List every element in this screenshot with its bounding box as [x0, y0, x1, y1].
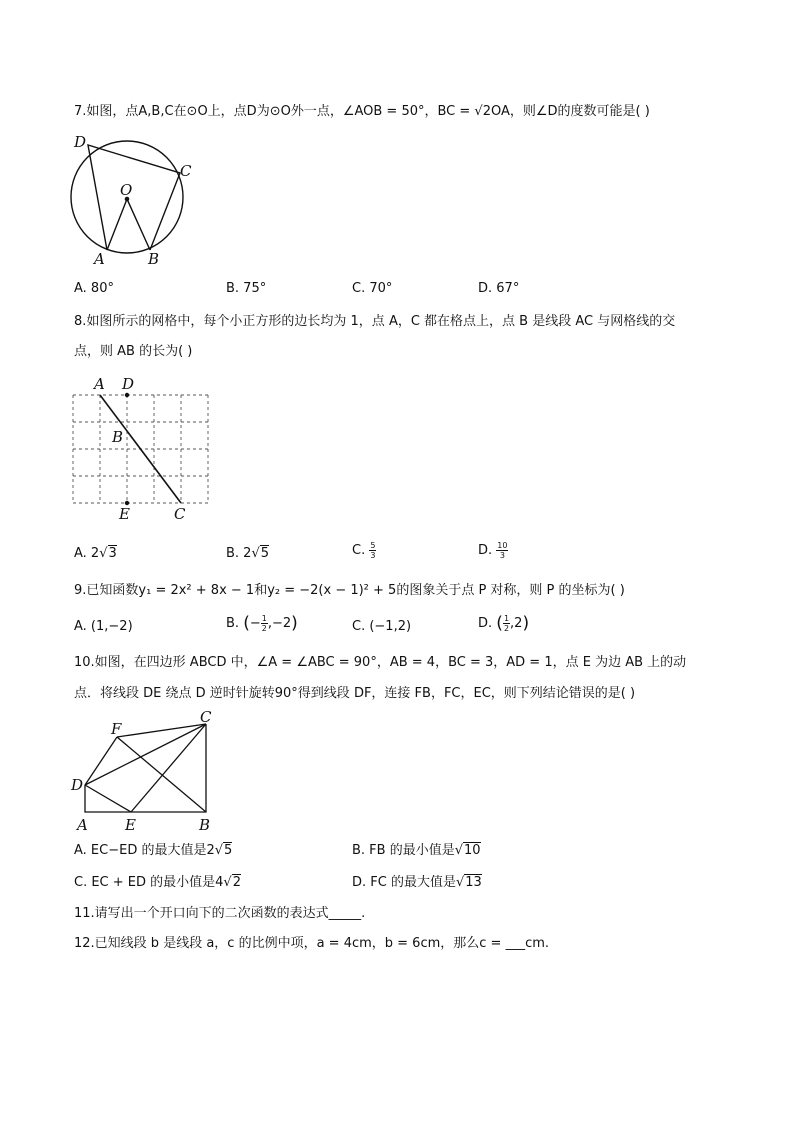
q8-label-e: E	[119, 505, 130, 523]
q9-option-a: A. (1,−2)	[74, 619, 133, 634]
q10-segment-fb	[117, 737, 206, 812]
q7-label-c: C	[180, 162, 192, 180]
q10-option-c: C. EC + ED 的最小值是4√2	[74, 875, 241, 890]
q10-label-a: A	[77, 816, 88, 834]
q8-option-a-radicand: 3	[108, 546, 117, 561]
q10-segment-ec	[131, 724, 206, 812]
q8-option-b-radicand: 5	[260, 546, 270, 561]
q9-option-c: C. (−1,2)	[352, 619, 412, 634]
q9-option-b-sign: −	[249, 616, 261, 631]
q9-option-d-num: 1	[503, 614, 510, 623]
q8-option-d-den: 3	[499, 551, 505, 560]
q8-label-b: B	[112, 428, 124, 446]
q10-label-f: F	[111, 720, 122, 738]
q10-option-b: B. FB 的最小值是√10	[352, 843, 481, 858]
q8-point-d	[125, 393, 129, 397]
q9-option-b-prefix: B.	[226, 616, 240, 631]
q8-stem-line1: 8.如图所示的网格中，每个小正方形的边长均为 1，点 A，C 都在格点上，点 B 是线段 AC 与网格线的交	[74, 314, 676, 329]
q10-label-b: B	[199, 816, 211, 834]
q10-quad-abcd	[85, 724, 206, 812]
q9-option-d-prefix: D.	[478, 616, 493, 631]
q9-option-b-num: 1	[261, 614, 267, 623]
q10-segment-df	[85, 737, 117, 785]
q10-option-d: D. FC 的最大值是√13	[352, 875, 482, 890]
q10-label-e: E	[125, 816, 136, 834]
q7-option-c: C. 70°	[352, 281, 393, 296]
q8-option-d-fraction	[496, 541, 508, 560]
q7-option-d: D. 67°	[478, 281, 520, 296]
q8-option-d-num: 10	[497, 541, 508, 550]
q8-label-c: C	[174, 505, 186, 523]
q10-option-a: A. EC−ED 的最大值是2√5	[74, 843, 233, 858]
q8-option-a-prefix: A. 2	[74, 546, 100, 561]
q9-option-d-fraction	[503, 614, 510, 633]
q8-option-a: A. 2√3	[74, 546, 117, 561]
q10-option-a-radicand: 5	[224, 843, 233, 858]
q9-option-d: D. ( $\frac{1}{2}$ ,2)	[478, 613, 530, 634]
q7-label-d: D	[74, 133, 87, 151]
q8-option-c	[352, 541, 376, 560]
q8-option-b-prefix: B. 2	[226, 546, 252, 561]
q10-option-c-prefix: C. EC + ED 的最小值是4	[74, 875, 224, 890]
q8-label-d: D	[122, 375, 135, 393]
q11-stem: 11.请写出一个开口向下的二次函数的表达式_____.	[74, 906, 366, 921]
q7-label-a: A	[94, 250, 105, 268]
q10-stem-line1: 10.如图，在四边形 ABCD 中，∠A = ∠ABC = 90°，AB = 4，BC = 3，AD = 1，点 E 为边 AB 上的动	[74, 655, 687, 670]
q10-option-b-prefix: B. FB 的最小值是	[352, 843, 455, 858]
q10-label-d: D	[71, 776, 84, 794]
q8-option-d-prefix: D.	[478, 543, 493, 558]
q10-option-c-radicand: 2	[232, 875, 241, 890]
q7-angle-aob	[107, 199, 150, 250]
q12-stem: 12.已知线段 b 是线段 a，c 的比例中项，a = 4cm，b = 6cm，那么c = ___cm.	[74, 936, 550, 951]
q7-label-b: B	[148, 250, 160, 268]
q9-option-b-fraction	[261, 614, 268, 633]
q7-stem: 7.如图，点A,B,C在⊙O上，点D为⊙O外一点，∠AOB = 50°，BC = √2OA，则∠D的度数可能是( )	[74, 104, 650, 119]
q7-quad	[88, 145, 180, 250]
q7-option-a: A. 80°	[74, 281, 114, 296]
q10-label-c: C	[200, 708, 212, 726]
q8-option-c-fraction	[369, 541, 376, 560]
q9-option-b: B. (− $\frac{1}{2}$ ,−2)	[226, 613, 298, 634]
q7-figure	[66, 128, 206, 268]
q10-option-d-prefix: D. FC 的最大值是	[352, 875, 456, 890]
q8-option-c-prefix: C.	[352, 543, 366, 558]
q9-option-b-rest: ,−2	[267, 616, 292, 631]
q10-option-b-radicand: 10	[464, 843, 481, 858]
q10-option-d-radicand: 13	[465, 875, 482, 890]
q10-stem-line2: 点．将线段 DE 绕点 D 逆时针旋转90°得到线段 DF，连接 FB，FC，EC，则下列结论错误的是( )	[74, 686, 636, 701]
q8-option-c-num: 5	[370, 541, 376, 550]
q8-stem-line2: 点，则 AB 的长为( )	[74, 344, 193, 359]
q10-option-a-prefix: A. EC−ED 的最大值是2	[74, 843, 215, 858]
q8-label-a: A	[94, 375, 105, 393]
q7-option-b: B. 75°	[226, 281, 267, 296]
q10-figure	[66, 706, 226, 836]
q8-option-c-den: 3	[370, 551, 376, 560]
q10-segment-de	[85, 785, 131, 812]
q9-stem: 9.已知函数y₁ = 2x² + 8x − 1和y₂ = −2(x − 1)² + 5的图象关于点 P 对称，则 P 的坐标为( )	[74, 583, 625, 598]
q8-option-d	[478, 541, 508, 560]
q7-label-o: O	[120, 181, 133, 199]
q9-option-b-den: 2	[261, 624, 267, 633]
q8-segment-ac	[100, 395, 181, 503]
q8-option-b: B. 2√5	[226, 546, 270, 561]
q9-option-d-den: 2	[503, 624, 510, 633]
q8-grid-figure	[66, 372, 216, 524]
q9-option-d-rest: ,2	[510, 616, 523, 631]
